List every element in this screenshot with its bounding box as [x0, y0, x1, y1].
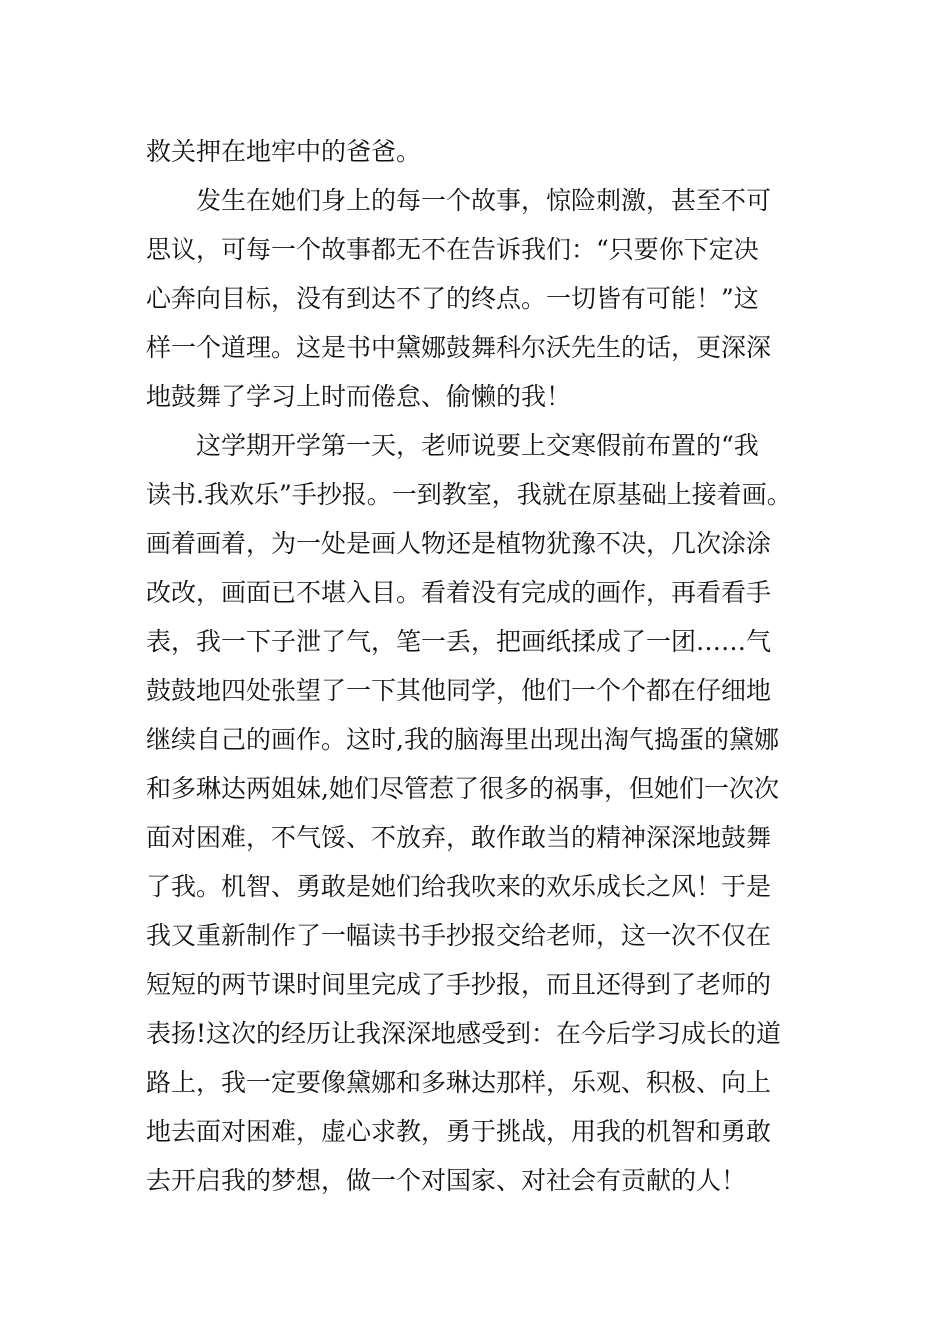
text-line: 救关押在地牢中的爸爸。 [146, 137, 422, 166]
text-line: 思议，可每一个故事都无不在告诉我们：“只要你下定决 [146, 235, 759, 264]
text-line: 地鼓舞了学习上时而倦怠、偷懒的我！ [146, 382, 572, 411]
paragraph-start-line: 发生在她们身上的每一个故事，惊险刺激，甚至不可 [196, 186, 772, 215]
paragraph-start-line: 这学期开学第一天，老师说要上交寒假前布置的“我 [196, 431, 759, 460]
text-line: 表，我一下子泄了气，笔一丢，把画纸揉成了一团……气 [146, 627, 772, 656]
text-line: 路上，我一定要像黛娜和多琳达那样，乐观、积极、向上 [146, 1068, 772, 1097]
text-line: 短短的两节课时间里完成了手抄报，而且还得到了老师的 [146, 970, 772, 999]
text-line: 改改，画面已不堪入目。看着没有完成的画作，再看看手 [146, 578, 772, 607]
text-line: 我又重新制作了一幅读书手抄报交给老师，这一次不仅在 [146, 921, 772, 950]
text-line: 继续自己的画作。这时,我的脑海里出现出淘气捣蛋的黛娜 [146, 725, 779, 754]
text-line: 鼓鼓地四处张望了一下其他同学，他们一个个都在仔细地 [146, 676, 772, 705]
text-line: 地去面对困难，虚心求教，勇于挑战，用我的机智和勇敢 [146, 1117, 772, 1146]
text-line: 和多琳达两姐妹,她们尽管惹了很多的祸事，但她们一次次 [146, 774, 779, 803]
text-line: 读书.我欢乐”手抄报。一到教室，我就在原基础上接着画。 [146, 480, 792, 509]
text-line: 去开启我的梦想，做一个对国家、对社会有贡献的人！ [146, 1166, 747, 1195]
text-line: 画着画着，为一处是画人物还是植物犹豫不决，几次涂涂 [146, 529, 772, 558]
text-line: 了我。机智、勇敢是她们给我吹来的欢乐成长之风！于是 [146, 872, 772, 901]
text-line: 心奔向目标，没有到达不了的终点。一切皆有可能！”这 [146, 284, 759, 313]
text-line: 面对困难，不气馁、不放弃，敢作敢当的精神深深地鼓舞 [146, 823, 772, 852]
body-text [146, 127, 846, 1205]
text-line: 表扬!这次的经历让我深深地感受到：在今后学习成长的道 [146, 1019, 782, 1048]
text-line: 样一个道理。这是书中黛娜鼓舞科尔沃先生的话，更深深 [146, 333, 772, 362]
